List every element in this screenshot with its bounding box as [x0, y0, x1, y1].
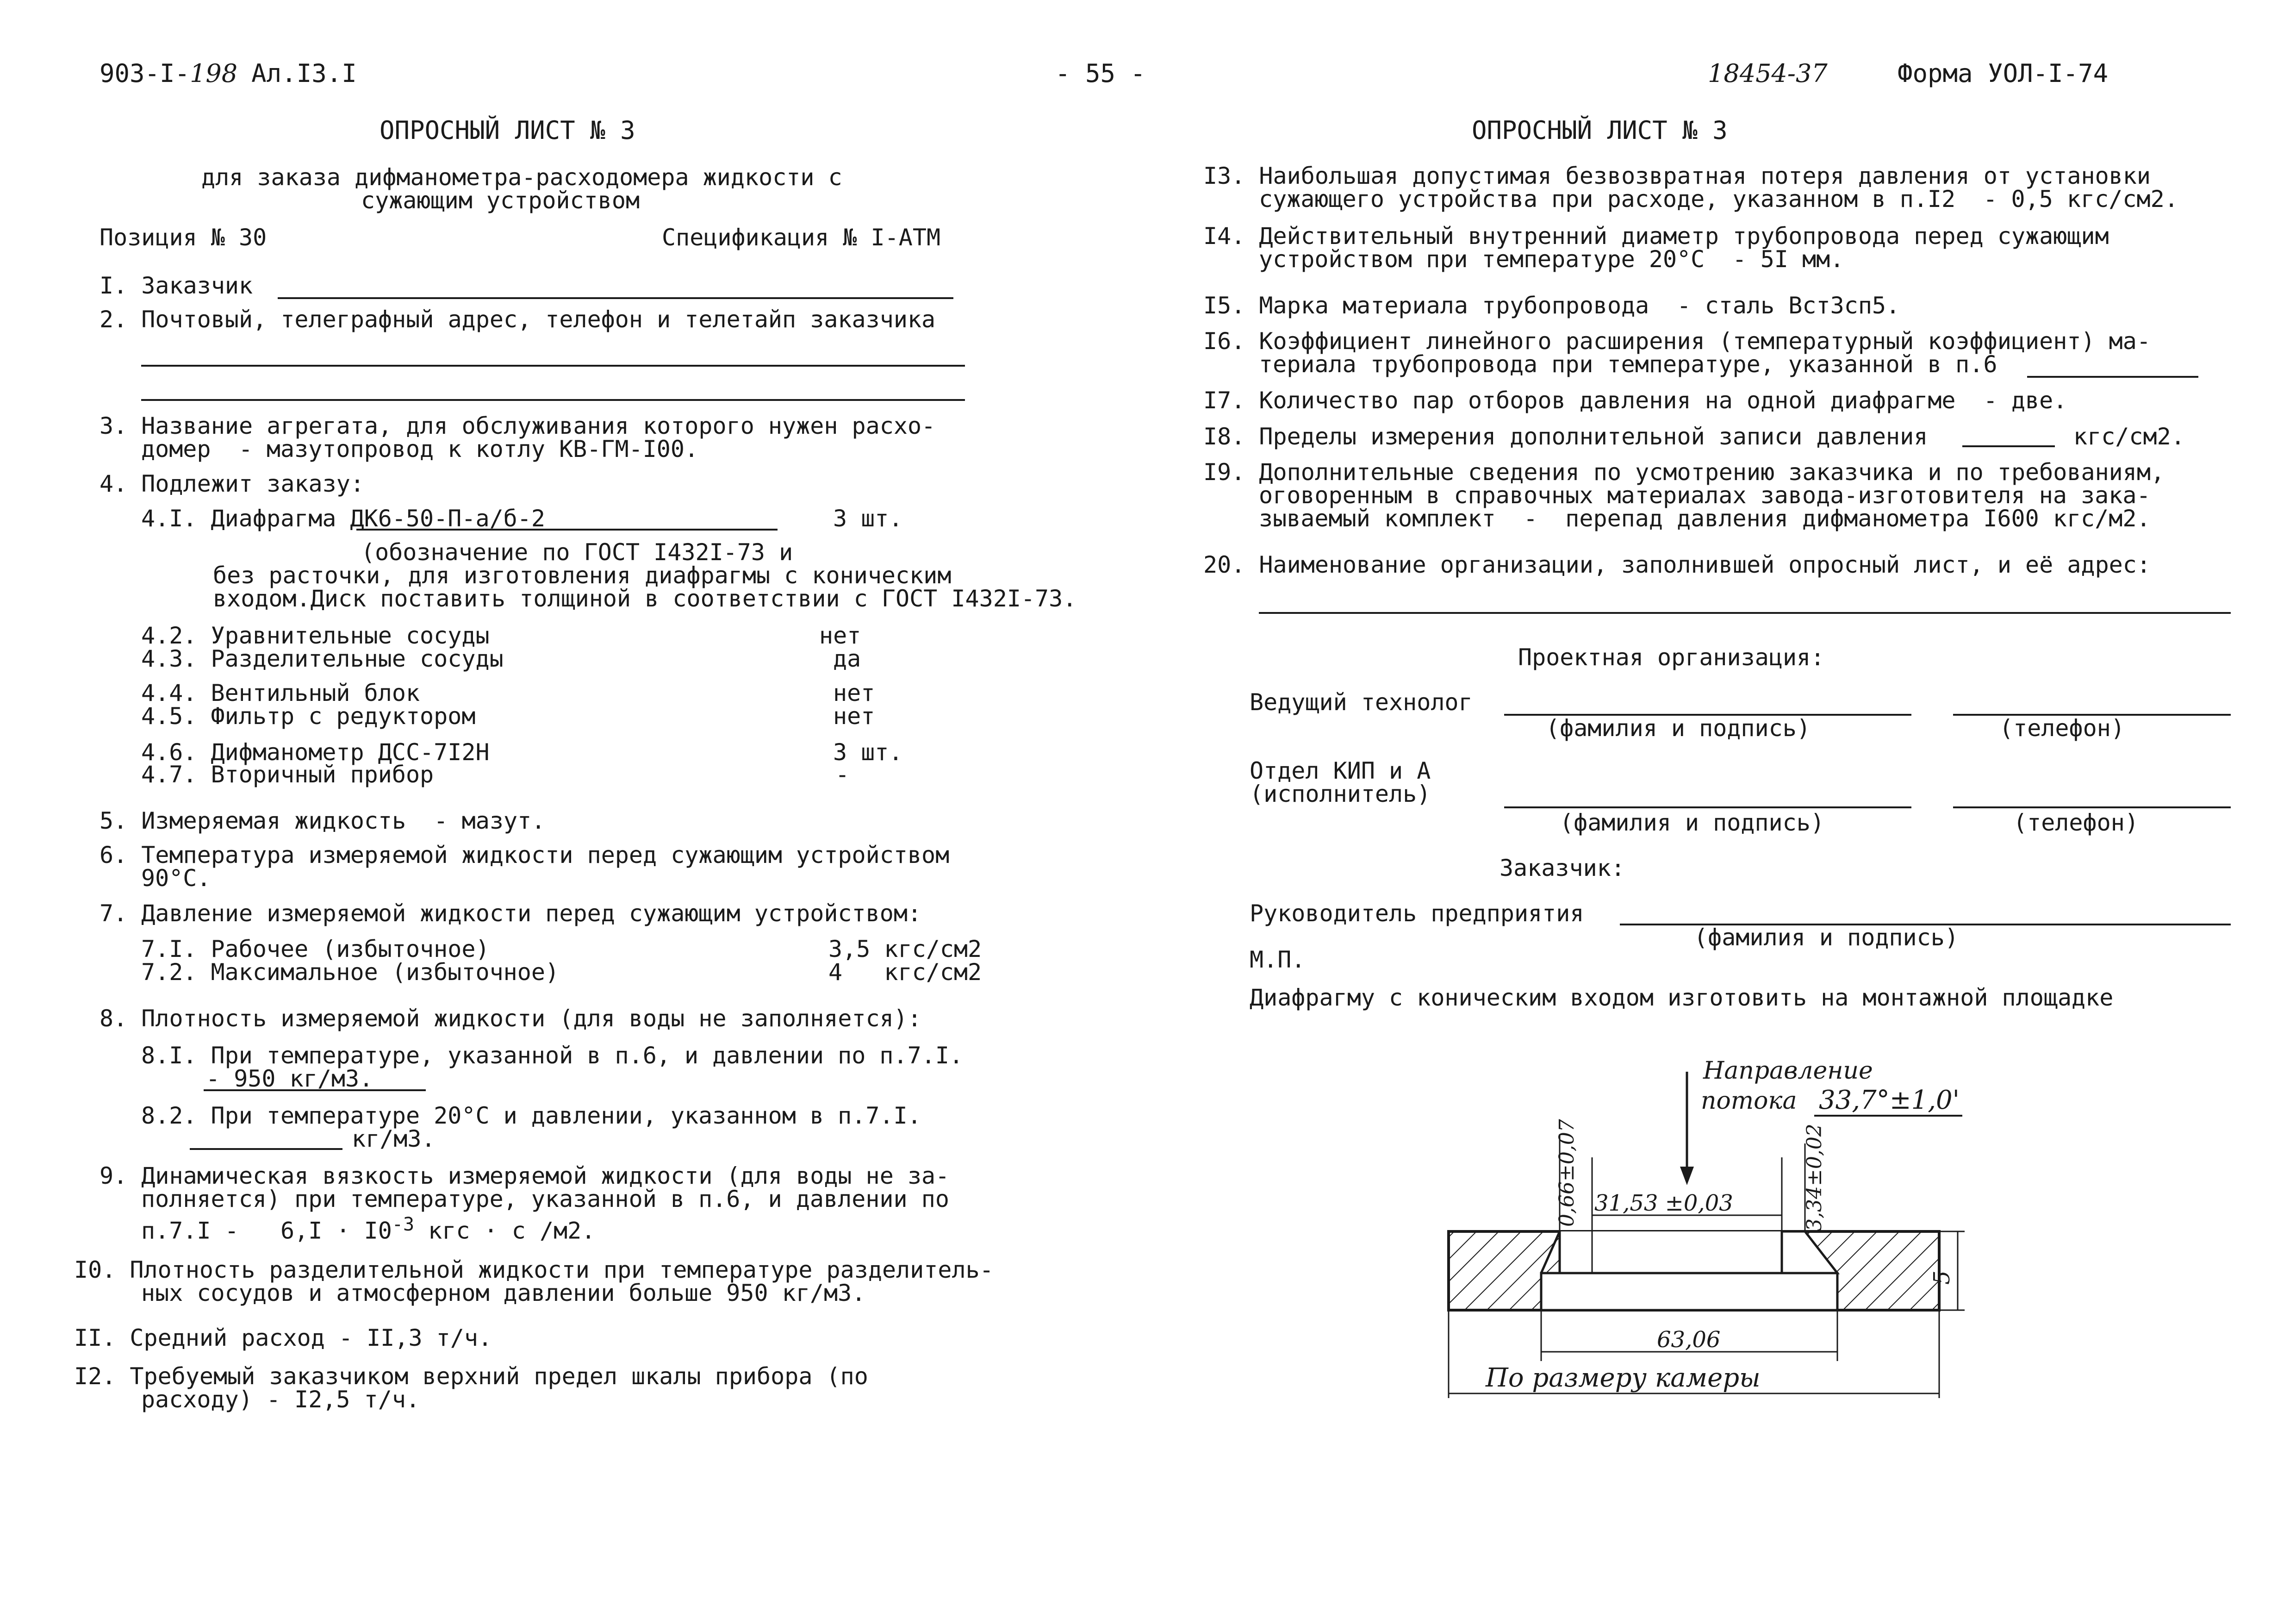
item-4-3-value: да	[833, 645, 861, 672]
dim-066-label: 0,66±0,07	[1555, 1119, 1579, 1227]
item-4-1-note-1: (обозначение по ГОСТ I432I-73 и	[361, 539, 793, 566]
lead-technologist-phone-caption: (телефон)	[1999, 715, 2125, 742]
item-1-customer: I. Заказчик	[100, 272, 253, 299]
expansion-blank	[2027, 376, 2198, 378]
item-8-2-unit: кг/м3.	[352, 1125, 436, 1152]
item-19-cont-2: зываемый комплект - перепад давления дифманометра I600 кгс/м2.	[1259, 505, 2151, 532]
customer-underline	[278, 297, 953, 299]
diaphragm-note: Диафрагму с коническим входом изготовить на монтажной площадке	[1250, 984, 2114, 1011]
left-subtitle-2: сужающим устройством	[361, 187, 640, 214]
item-4-6-label: 4.6. Дифманометр ДСС-7I2Н	[141, 739, 490, 766]
organization-underline	[1259, 612, 2231, 614]
item-9-viscosity-value	[141, 1215, 595, 1243]
flow-direction-label-2: потока	[1701, 1087, 1797, 1115]
dim-6306-label: 63,06	[1657, 1327, 1721, 1353]
kip-phone-line	[1953, 806, 2231, 808]
customer-heading: Заказчик:	[1500, 855, 1625, 881]
density-20c-blank	[190, 1148, 342, 1150]
item-8-1-value: - 950 кг/м3.	[206, 1065, 373, 1092]
kip-executor-label: (исполнитель)	[1250, 781, 1431, 807]
item-20-organization: 20. Наименование организации, заполнившей опросный лист, и её адрес:	[1203, 551, 2151, 578]
item-7-2-value: 4 кгс/см2	[828, 959, 982, 986]
viscosity-exponent: -3	[392, 1214, 415, 1235]
item-4-7-value: -	[835, 761, 850, 788]
item-4-1-note-2: без расточки, для изготовления диафрагмы с коническим	[213, 562, 952, 589]
item-4-order: 4. Подлежит заказу:	[100, 470, 364, 497]
address-underline-1	[141, 365, 965, 367]
item-9-viscosity: 9. Динамическая вязкость измеряемой жидкости (для воды не за-	[100, 1162, 950, 1189]
item-19-additional: I9. Дополнительные сведения по усмотрению заказчика и по требованиям,	[1203, 459, 2165, 486]
seal-place-label: М.П.	[1250, 946, 1306, 973]
doc-code-prefix: 903-I-	[100, 59, 190, 88]
lead-technologist-signature-caption: (фамилия и подпись)	[1546, 715, 1811, 742]
diaphragm-underline	[356, 529, 778, 531]
item-14-diameter: I4. Действительный внутренний диаметр трубопровода перед сужающим	[1203, 223, 2109, 250]
item-11-flow: II. Средний расход - II,3 т/ч.	[74, 1324, 492, 1351]
item-4-4-label: 4.4. Вентильный блок	[141, 680, 420, 706]
dim-334-label: 3,34±0,02	[1803, 1124, 1826, 1231]
album-number: Ал.I3.I	[251, 59, 357, 88]
lead-technologist-label: Ведущий технолог	[1250, 689, 1473, 716]
item-8-2-label: 8.2. При температуре 20°С и давлении, указанном в п.7.I.	[141, 1102, 921, 1129]
item-3-unit-cont: домер - мазутопровод к котлу КВ-ГМ-I00.	[141, 436, 699, 462]
item-13-pressure-loss: I3. Наибольшая допустимая безвозвратная потеря давления от установки	[1203, 162, 2151, 189]
viscosity-unit: кгс · с /м2.	[414, 1217, 596, 1244]
item-4-5-label: 4.5. Фильтр с редуктором	[141, 703, 476, 730]
left-title: ОПРОСНЫЙ ЛИСТ № 3	[380, 116, 635, 145]
flow-arrow	[1680, 1072, 1694, 1185]
dim-thickness-label: 5	[1929, 1270, 1955, 1285]
item-16-cont: териала трубопровода при температуре, указанной в п.6	[1259, 351, 1997, 378]
limits-blank	[1962, 445, 2055, 447]
item-4-5-value: нет	[833, 703, 875, 730]
diaphragm-drawing	[1435, 1028, 1972, 1412]
item-14-cont: устройством при температуре 20°С - 5I мм.	[1259, 246, 1844, 273]
item-9-viscosity-cont: полняется) при температуре, указанной в п.6, и давлении по	[141, 1186, 949, 1212]
flow-direction-label: Направление	[1703, 1057, 1873, 1085]
item-18-limits: I8. Пределы измерения дополнительной записи давления	[1203, 423, 1928, 450]
item-4-1-diaphragm: 4.I. Диафрагма ДК6-50-П-а/б-2	[141, 505, 545, 532]
item-4-6-value: 3 шт.	[833, 739, 903, 766]
item-16-expansion: I6. Коэффициент линейного расширения (температурный коэффициент) ма-	[1203, 328, 2151, 355]
item-12-cont: расходу) - I2,5 т/ч.	[141, 1386, 420, 1413]
density-underline	[204, 1089, 426, 1091]
item-12-scale: I2. Требуемый заказчиком верхний предел шкалы прибора (по	[74, 1363, 868, 1390]
item-8-1-label: 8.I. При температуре, указанной в п.6, и давлении по п.7.I.	[141, 1042, 964, 1069]
page-number: - 55 -	[1055, 59, 1146, 88]
item-13-cont: сужающего устройства при расходе, указанном в п.I2 - 0,5 кгс/см2.	[1259, 186, 2178, 212]
item-10-cont: ных сосудов и атмосферном давлении больше 950 кг/м3.	[141, 1280, 866, 1306]
item-4-7-label: 4.7. Вторичный прибор	[141, 761, 434, 788]
item-19-cont-1: оговоренным в справочных материалах завода-изготовителя на зака-	[1259, 482, 2151, 509]
enterprise-head-signature-caption: (фамилия и подпись)	[1694, 924, 1959, 951]
enterprise-head-label: Руководитель предприятия	[1250, 900, 1584, 927]
item-4-1-qty: 3 шт.	[833, 505, 903, 532]
item-4-1-note-3: входом.Диск поставить толщиной в соответствии с ГОСТ I432I-73.	[213, 585, 1077, 612]
item-7-1-label: 7.I. Рабочее (избыточное)	[141, 936, 490, 962]
kip-department-label: Отдел КИП и А	[1250, 757, 1431, 784]
chamber-size-label: По размеру камеры	[1486, 1363, 1761, 1393]
inventory-number: 18454-37	[1708, 59, 1828, 88]
item-4-2-label: 4.2. Уравнительные сосуды	[141, 622, 490, 649]
right-title: ОПРОСНЫЙ ЛИСТ № 3	[1472, 116, 1728, 145]
form-code: Форма УОЛ-I-74	[1898, 59, 2109, 88]
item-5-liquid: 5. Измеряемая жидкость - мазут.	[100, 807, 546, 834]
design-org-heading: Проектная организация:	[1518, 644, 1825, 671]
item-2-address: 2. Почтовый, телеграфный адрес, телефон и телетайп заказчика	[100, 306, 936, 333]
item-3-unit: 3. Название агрегата, для обслуживания которого нужен расхо-	[100, 412, 936, 439]
kip-phone-caption: (телефон)	[2013, 809, 2139, 836]
dim-3153-label: 31,53 ±0,03	[1594, 1190, 1733, 1216]
item-8-density: 8. Плотность измеряемой жидкости (для воды не заполняется):	[100, 1005, 922, 1032]
item-7-2-label: 7.2. Максимальное (избыточное)	[141, 959, 560, 986]
viscosity-base: п.7.I - 6,I · I0	[141, 1217, 392, 1244]
left-subtitle-1: для заказа дифманометра-расходомера жидкости с	[201, 164, 842, 191]
kip-signature-caption: (фамилия и подпись)	[1560, 809, 1824, 836]
item-4-3-label: 4.3. Разделительные сосуды	[141, 645, 504, 672]
item-6-temperature-value: 90°С.	[141, 865, 211, 892]
cone-angle-label: 33,7°±1,0'	[1819, 1085, 1960, 1115]
item-18-unit: кгс/см2.	[2073, 423, 2185, 450]
item-17-taps: I7. Количество пар отборов давления на одной диафрагме - две.	[1203, 387, 2067, 414]
specification-number: Спецификация № I-АТМ	[662, 224, 941, 251]
item-7-pressure: 7. Давление измеряемой жидкости перед сужающим устройством:	[100, 900, 922, 927]
item-10-separating-liquid: I0. Плотность разделительной жидкости при температуре разделитель-	[74, 1256, 994, 1283]
item-4-4-value: нет	[833, 680, 875, 706]
doc-code	[100, 61, 357, 86]
item-15-material: I5. Марка материала трубопровода - сталь ВстЗсп5.	[1203, 292, 1900, 319]
doc-code-handwritten: 198	[190, 59, 238, 88]
item-7-1-value: 3,5 кгс/см2	[828, 936, 982, 962]
item-4-2-value: нет	[819, 622, 861, 649]
address-underline-2	[141, 399, 965, 401]
kip-signature-line	[1504, 806, 1911, 808]
item-6-temperature: 6. Температура измеряемой жидкости перед сужающим устройством	[100, 842, 950, 868]
position-number: Позиция № 30	[100, 224, 267, 251]
